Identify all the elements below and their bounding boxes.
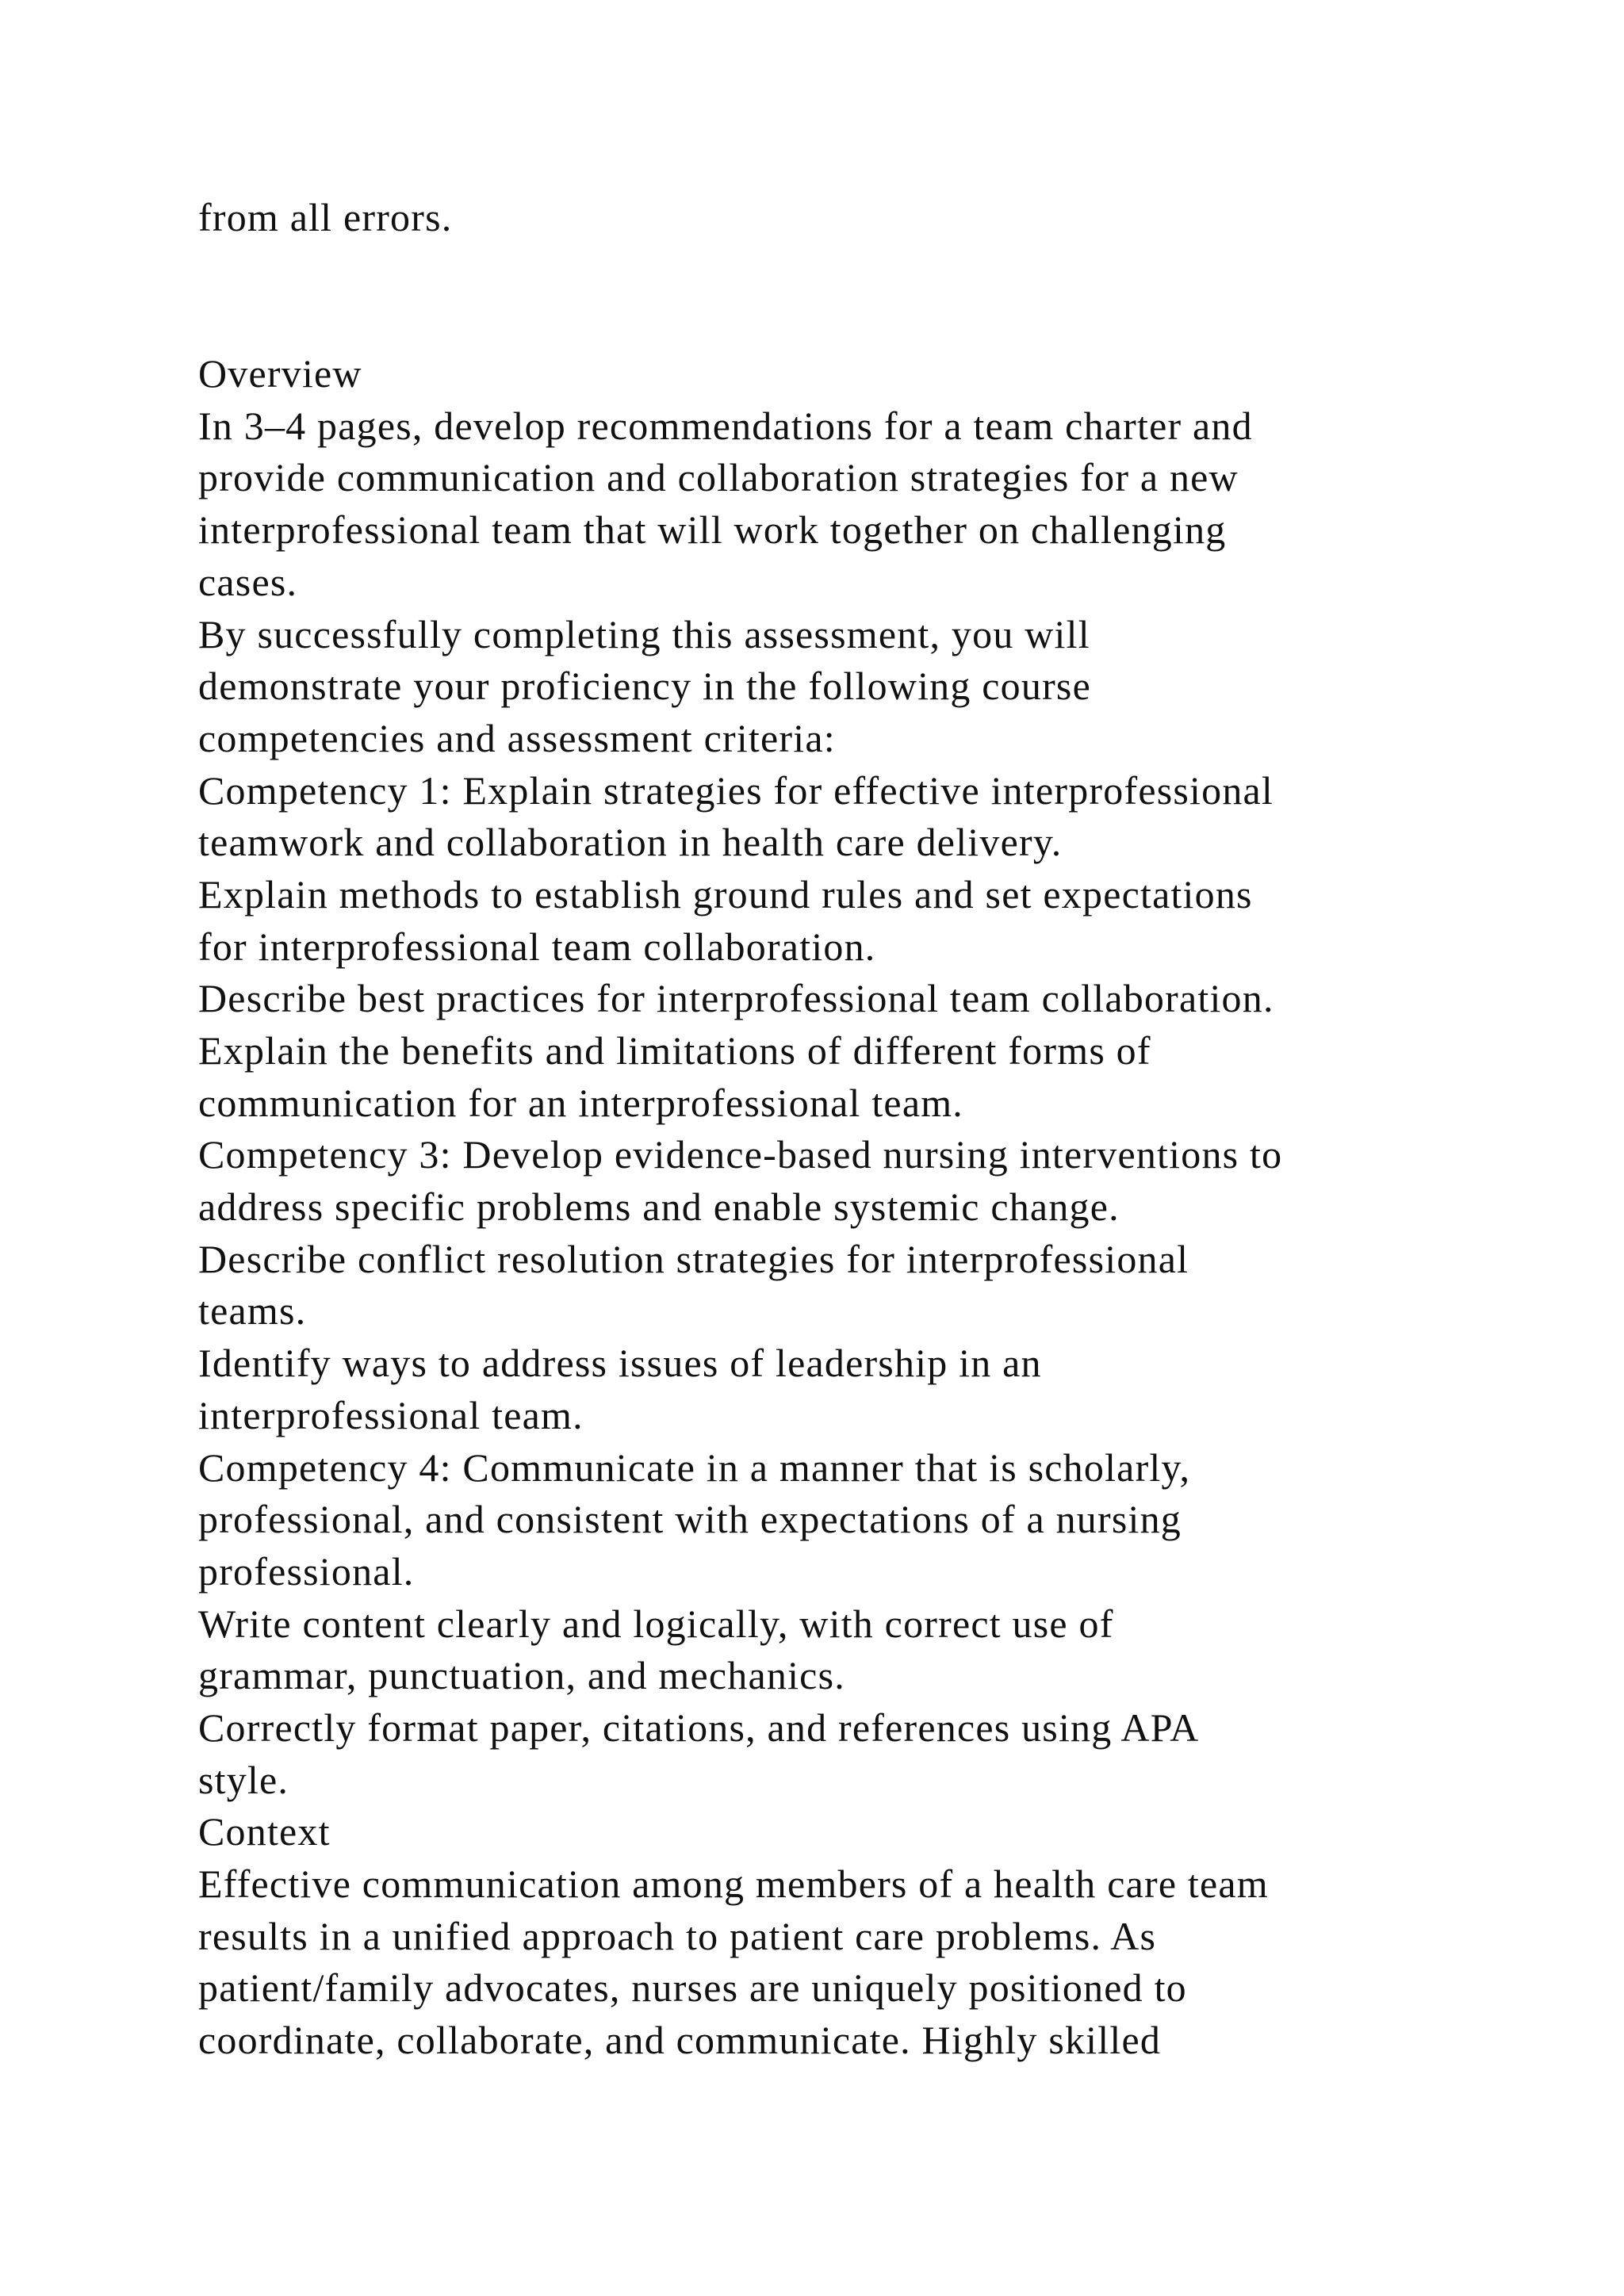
text-line: Competency 1: Explain strategies for effective interprofessional [198,767,1274,813]
text-line: interprofessional team. [198,1392,584,1437]
text-line: for interprofessional team collaboration. [198,924,876,969]
paragraph-gap [198,244,1546,348]
text-line: results in a unified approach to patient care problems. As [198,1913,1157,1958]
text-line: professional. [198,1548,415,1594]
text-line: address specific problems and enable systemic change. [198,1184,1120,1230]
text-line: competencies and assessment criteria: [198,715,836,760]
text-line: communication for an interprofessional team. [198,1080,964,1125]
text-line: professional, and consistent with expectations of a nursing [198,1497,1182,1542]
text-line: teamwork and collaboration in health care delivery. [198,820,1063,865]
text-line: Identify ways to address issues of leadership in an [198,1341,1042,1386]
text-line: Effective communication among members of a health care team [198,1862,1269,1907]
section-heading-context: Context [198,1809,331,1854]
text-line: cases. [198,559,298,604]
section-heading-overview: Overview [198,351,362,396]
text-line: coordinate, collaborate, and communicate. Highly skilled [198,2018,1162,2063]
text-line: Explain methods to establish ground rules and set expectations [198,871,1253,916]
text-line: teams. [198,1288,307,1334]
text-line: interprofessional team that will work together on challenging [198,507,1227,553]
text-line: Competency 3: Develop evidence-based nursing interventions to [198,1132,1283,1177]
text-line: demonstrate your proficiency in the following course [198,664,1091,709]
text-line: Write content clearly and logically, with correct use of [198,1601,1114,1646]
text-line: In 3–4 pages, develop recommendations for a team charter and [198,403,1253,448]
document-body [198,192,1546,2067]
text-line: patient/family advocates, nurses are uniquely positioned to [198,1965,1187,2011]
text-line: Competency 4: Communicate in a manner that is scholarly, [198,1445,1191,1490]
text-line: grammar, punctuation, and mechanics. [198,1653,845,1698]
text-line: Explain the benefits and limitations of different forms of [198,1028,1151,1073]
text-line: from all errors. [198,195,453,239]
text-line: Correctly format paper, citations, and references using APA [198,1705,1200,1750]
text-line: Describe best practices for interprofessional team collaboration. [198,976,1274,1021]
text-line: provide communication and collaboration strategies for a new [198,455,1239,500]
text-line: style. [198,1757,289,1802]
text-line: Describe conflict resolution strategies for interprofessional [198,1236,1189,1281]
text-line: By successfully completing this assessment, you will [198,611,1090,656]
